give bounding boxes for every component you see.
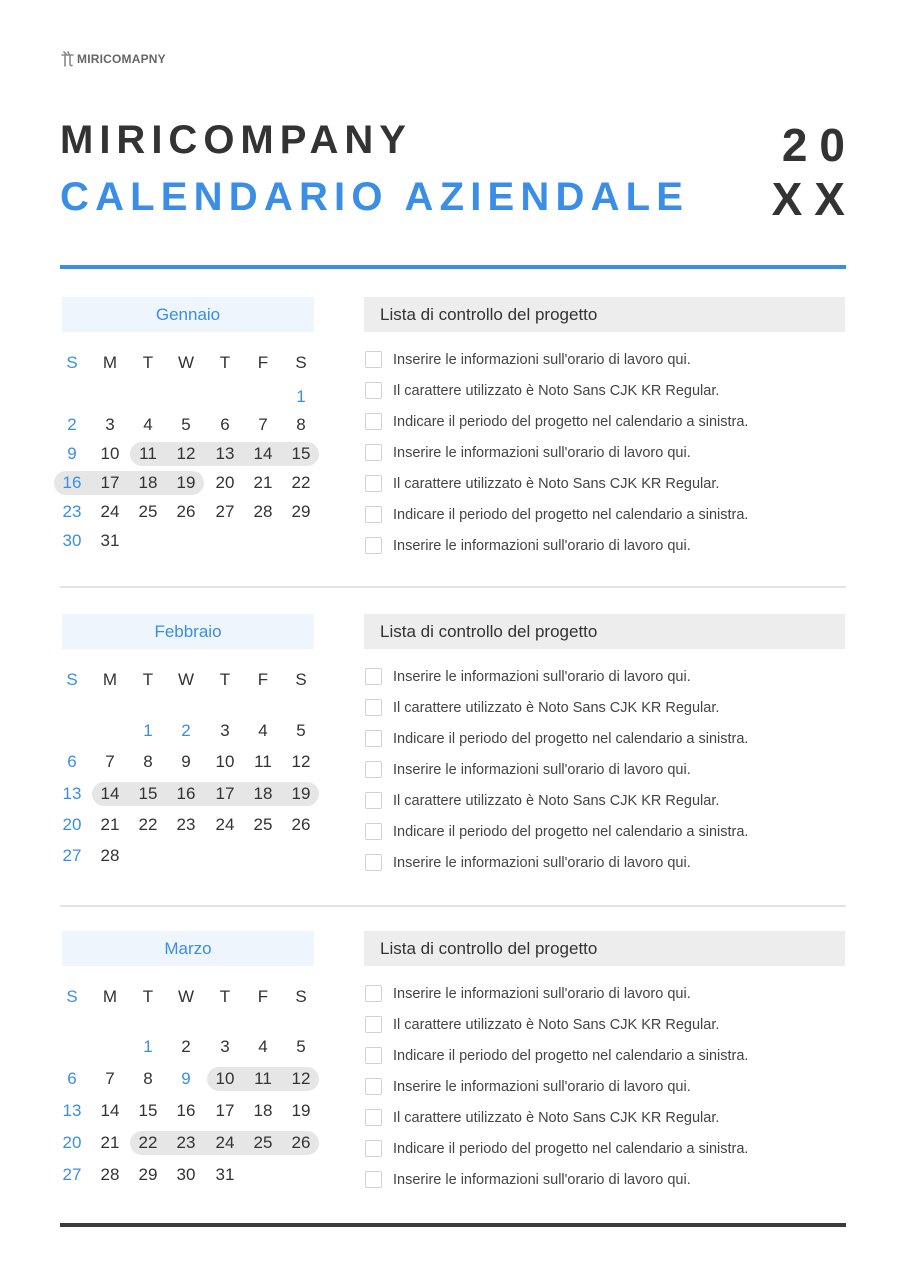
checklist-item-text: Indicare il periodo del progetto nel calendario a sinistra. <box>393 506 749 523</box>
month-name: Febbraio <box>62 614 314 649</box>
checklist-item-text: Inserire le informazioni sull'orario di lavoro qui. <box>393 985 691 1002</box>
weekday-label: W <box>177 353 195 372</box>
checkbox[interactable] <box>365 1078 382 1095</box>
weekday-label: S <box>295 670 307 689</box>
checklist-item <box>365 506 748 523</box>
weekday-label: T <box>219 353 231 372</box>
checklist-item <box>365 1016 719 1033</box>
weekday-label: T <box>142 670 154 689</box>
weekday-label: M <box>102 670 118 689</box>
calendar-day[interactable]: 27 <box>62 846 82 865</box>
weekday-label: S <box>66 670 78 689</box>
calendar-day[interactable]: 8 <box>143 752 153 771</box>
checklist-title: Lista di controllo del progetto <box>364 614 845 649</box>
checklist-item-text: Inserire le informazioni sull'orario di lavoro qui. <box>393 537 691 554</box>
calendar-day[interactable]: 16 <box>176 1101 196 1120</box>
calendar-day[interactable]: 11 <box>254 1069 272 1088</box>
calendar-day[interactable]: 3 <box>105 415 115 434</box>
calendar-day[interactable]: 17 <box>215 1101 235 1120</box>
top-rule <box>60 265 846 269</box>
calendar-day[interactable]: 13 <box>215 444 235 463</box>
calendar-day[interactable]: 6 <box>67 752 77 771</box>
company-title: MIRICOMPANY <box>60 118 412 162</box>
weekday-label: W <box>177 670 195 689</box>
calendar-day[interactable]: 24 <box>215 815 235 834</box>
checkbox[interactable] <box>365 444 382 461</box>
checkbox[interactable] <box>365 413 382 430</box>
weekday-label: S <box>66 987 78 1006</box>
calendar-day[interactable]: 18 <box>138 473 158 492</box>
month-name: Gennaio <box>62 297 314 332</box>
weekday-label: M <box>102 987 118 1006</box>
section-divider <box>60 586 846 588</box>
calendar-day[interactable]: 11 <box>254 752 272 771</box>
calendar-day[interactable]: 7 <box>105 752 115 771</box>
calendar-day[interactable]: 28 <box>100 846 120 865</box>
weekday-label: F <box>257 670 269 689</box>
checklist-item <box>365 823 748 840</box>
checklist-item <box>365 761 691 778</box>
calendar-day[interactable]: 9 <box>181 1069 191 1088</box>
calendar-day[interactable]: 22 <box>138 815 158 834</box>
weekday-label: S <box>66 353 78 372</box>
year-bottom: XX <box>771 173 857 225</box>
calendar-day[interactable]: 27 <box>62 1165 82 1184</box>
checklist-item <box>365 413 748 430</box>
calendar-day[interactable]: 23 <box>176 1133 196 1152</box>
calendar-day[interactable]: 1 <box>143 1037 153 1056</box>
checklist-item-text: Inserire le informazioni sull'orario di lavoro qui. <box>393 1078 691 1095</box>
checklist-item-text: Inserire le informazioni sull'orario di lavoro qui. <box>393 1171 691 1188</box>
calendar-day[interactable]: 30 <box>62 531 82 550</box>
weekday-label: T <box>219 670 231 689</box>
calendar-day[interactable]: 7 <box>258 415 268 434</box>
calendar-day[interactable]: 19 <box>291 1101 311 1120</box>
calendar-day[interactable]: 2 <box>67 415 77 434</box>
checklist-item-text: Il carattere utilizzato è Noto Sans CJK KR Regular. <box>393 382 720 399</box>
checklist-item <box>365 1047 748 1064</box>
checklist-item <box>365 854 691 871</box>
calendar-day[interactable]: 24 <box>215 1133 235 1152</box>
checklist-title: Lista di controllo del progetto <box>364 931 845 966</box>
checkbox[interactable] <box>365 537 382 554</box>
calendar-day[interactable]: 31 <box>215 1165 235 1184</box>
calendar-day[interactable]: 25 <box>138 502 158 521</box>
checklist-item-text: Inserire le informazioni sull'orario di lavoro qui. <box>393 854 691 871</box>
calendar-day[interactable]: 12 <box>176 444 196 463</box>
section-divider <box>60 905 846 907</box>
calendar-title: CALENDARIO AZIENDALE <box>60 175 690 219</box>
calendar-day[interactable]: 4 <box>258 1037 268 1056</box>
checkbox[interactable] <box>365 1171 382 1188</box>
checklist-item <box>365 382 719 399</box>
calendar-day[interactable]: 9 <box>181 752 191 771</box>
calendar-day[interactable]: 23 <box>62 502 82 521</box>
weekday-label: T <box>142 987 154 1006</box>
weekday-label: S <box>295 353 307 372</box>
calendar-day[interactable]: 16 <box>176 784 196 803</box>
checklist-item-text: Il carattere utilizzato è Noto Sans CJK KR Regular. <box>393 1109 720 1126</box>
logo-mark-icon <box>61 51 74 67</box>
checkbox[interactable] <box>365 854 382 871</box>
month-section <box>0 931 905 1221</box>
calendar-day[interactable]: 10 <box>215 1069 235 1088</box>
calendar-day[interactable]: 29 <box>291 502 311 521</box>
calendar-day[interactable]: 21 <box>253 473 273 492</box>
month-name: Marzo <box>62 931 314 966</box>
calendar-day[interactable]: 17 <box>100 473 120 492</box>
checkbox[interactable] <box>365 668 382 685</box>
checklist-item-text: Indicare il periodo del progetto nel calendario a sinistra. <box>393 823 749 840</box>
weekday-label: T <box>142 353 154 372</box>
month-section <box>0 297 905 587</box>
calendar-day[interactable]: 2 <box>181 1037 191 1056</box>
checklist-item <box>365 792 719 809</box>
checkbox[interactable] <box>365 1047 382 1064</box>
calendar-day[interactable]: 27 <box>215 502 235 521</box>
calendar-day[interactable]: 11 <box>139 444 157 463</box>
checklist-item <box>365 351 691 368</box>
checkbox[interactable] <box>365 1016 382 1033</box>
checklist-item-text: Il carattere utilizzato è Noto Sans CJK KR Regular. <box>393 475 720 492</box>
checklist-item <box>365 1140 748 1157</box>
calendar-day[interactable]: 28 <box>100 1165 120 1184</box>
checklist-item-text: Il carattere utilizzato è Noto Sans CJK KR Regular. <box>393 792 720 809</box>
checkbox[interactable] <box>365 506 382 523</box>
bottom-rule <box>60 1223 846 1227</box>
calendar-day[interactable]: 18 <box>253 1101 273 1120</box>
checklist-item <box>365 444 691 461</box>
brand-logo <box>61 51 166 67</box>
calendar-day[interactable]: 1 <box>296 387 306 406</box>
weekday-label: F <box>257 987 269 1006</box>
calendar-day[interactable]: 28 <box>253 502 273 521</box>
calendar-day[interactable]: 2 <box>181 721 191 740</box>
checkbox[interactable] <box>365 699 382 716</box>
calendar-day[interactable]: 5 <box>296 721 306 740</box>
calendar-day[interactable]: 23 <box>176 815 196 834</box>
checklist-item-text: Indicare il periodo del progetto nel calendario a sinistra. <box>393 1047 749 1064</box>
calendar-day[interactable]: 30 <box>176 1165 196 1184</box>
calendar-day[interactable]: 10 <box>215 752 235 771</box>
checkbox[interactable] <box>365 475 382 492</box>
calendar-day[interactable]: 10 <box>100 444 120 463</box>
calendar-day[interactable]: 18 <box>253 784 273 803</box>
calendar-day[interactable]: 13 <box>62 1101 82 1120</box>
calendar-day[interactable]: 12 <box>291 1069 311 1088</box>
calendar-day[interactable]: 16 <box>62 473 82 492</box>
calendar-day[interactable]: 5 <box>296 1037 306 1056</box>
calendar-day[interactable]: 25 <box>253 1133 273 1152</box>
calendar-day[interactable]: 31 <box>100 531 120 550</box>
checklist-item-text: Indicare il periodo del progetto nel calendario a sinistra. <box>393 413 749 430</box>
weekday-label: M <box>102 353 118 372</box>
checklist-item <box>365 730 748 747</box>
checkbox[interactable] <box>365 730 382 747</box>
calendar-day[interactable]: 1 <box>143 721 153 740</box>
calendar-day[interactable]: 3 <box>220 721 230 740</box>
checklist-item-text: Il carattere utilizzato è Noto Sans CJK KR Regular. <box>393 699 720 716</box>
calendar-day[interactable]: 3 <box>220 1037 230 1056</box>
weekday-label: W <box>177 987 195 1006</box>
checkbox[interactable] <box>365 1140 382 1157</box>
calendar-day[interactable]: 4 <box>143 415 153 434</box>
calendar-day[interactable]: 7 <box>105 1069 115 1088</box>
calendar-day[interactable]: 15 <box>138 1101 158 1120</box>
checklist-item <box>365 699 719 716</box>
calendar-day[interactable]: 8 <box>296 415 306 434</box>
weekday-label: F <box>257 353 269 372</box>
checkbox[interactable] <box>365 792 382 809</box>
calendar-day[interactable]: 26 <box>291 815 311 834</box>
calendar-day[interactable]: 15 <box>291 444 311 463</box>
checkbox[interactable] <box>365 985 382 1002</box>
calendar-day[interactable]: 26 <box>176 502 196 521</box>
logo-text: MIRICOMAPNY <box>77 52 166 66</box>
calendar-day[interactable]: 14 <box>100 1101 120 1120</box>
weekday-label: T <box>219 987 231 1006</box>
calendar-day[interactable]: 12 <box>291 752 311 771</box>
calendar-day[interactable]: 22 <box>291 473 311 492</box>
checklist-item <box>365 1109 719 1126</box>
checklist-item-text: Inserire le informazioni sull'orario di lavoro qui. <box>393 444 691 461</box>
calendar-day[interactable]: 20 <box>215 473 235 492</box>
calendar-day[interactable]: 22 <box>138 1133 158 1152</box>
checkbox[interactable] <box>365 823 382 840</box>
calendar-day[interactable]: 13 <box>62 784 82 803</box>
month-section <box>0 614 905 904</box>
calendar-day[interactable]: 15 <box>138 784 158 803</box>
calendar-day[interactable]: 8 <box>143 1069 153 1088</box>
checkbox[interactable] <box>365 382 382 399</box>
calendar-day[interactable]: 20 <box>62 1133 82 1152</box>
calendar-day[interactable]: 17 <box>215 784 235 803</box>
calendar-day[interactable]: 4 <box>258 721 268 740</box>
checklist-item-text: Indicare il periodo del progetto nel calendario a sinistra. <box>393 1140 749 1157</box>
checklist-item <box>365 537 691 554</box>
calendar-day[interactable]: 26 <box>291 1133 311 1152</box>
checklist-item-text: Il carattere utilizzato è Noto Sans CJK KR Regular. <box>393 1016 720 1033</box>
calendar-day[interactable]: 6 <box>220 415 230 434</box>
calendar-day[interactable]: 29 <box>138 1165 158 1184</box>
checklist-item <box>365 668 691 685</box>
calendar-day[interactable]: 9 <box>67 444 77 463</box>
checkbox[interactable] <box>365 1109 382 1126</box>
calendar-day[interactable]: 24 <box>100 502 120 521</box>
checklist-item-text: Indicare il periodo del progetto nel calendario a sinistra. <box>393 730 749 747</box>
calendar-day[interactable]: 25 <box>253 815 273 834</box>
checklist-title: Lista di controllo del progetto <box>364 297 845 332</box>
calendar-day[interactable]: 20 <box>62 815 82 834</box>
calendar-day[interactable]: 5 <box>181 415 191 434</box>
calendar-day[interactable]: 21 <box>100 815 120 834</box>
calendar-day[interactable]: 19 <box>176 473 196 492</box>
year-top: 20 <box>781 119 857 171</box>
checkbox[interactable] <box>365 761 382 778</box>
checklist-item <box>365 985 691 1002</box>
checklist-item-text: Inserire le informazioni sull'orario di lavoro qui. <box>393 761 691 778</box>
checkbox[interactable] <box>365 351 382 368</box>
calendar-day[interactable]: 21 <box>100 1133 120 1152</box>
calendar-day[interactable]: 6 <box>67 1069 77 1088</box>
checklist-item <box>365 1171 691 1188</box>
checklist-item-text: Inserire le informazioni sull'orario di lavoro qui. <box>393 668 691 685</box>
calendar-day[interactable]: 14 <box>253 444 273 463</box>
checklist-item-text: Inserire le informazioni sull'orario di lavoro qui. <box>393 351 691 368</box>
weekday-label: S <box>295 987 307 1006</box>
calendar-day[interactable]: 14 <box>100 784 120 803</box>
checklist-item <box>365 475 719 492</box>
calendar-day[interactable]: 19 <box>291 784 311 803</box>
checklist-item <box>365 1078 691 1095</box>
